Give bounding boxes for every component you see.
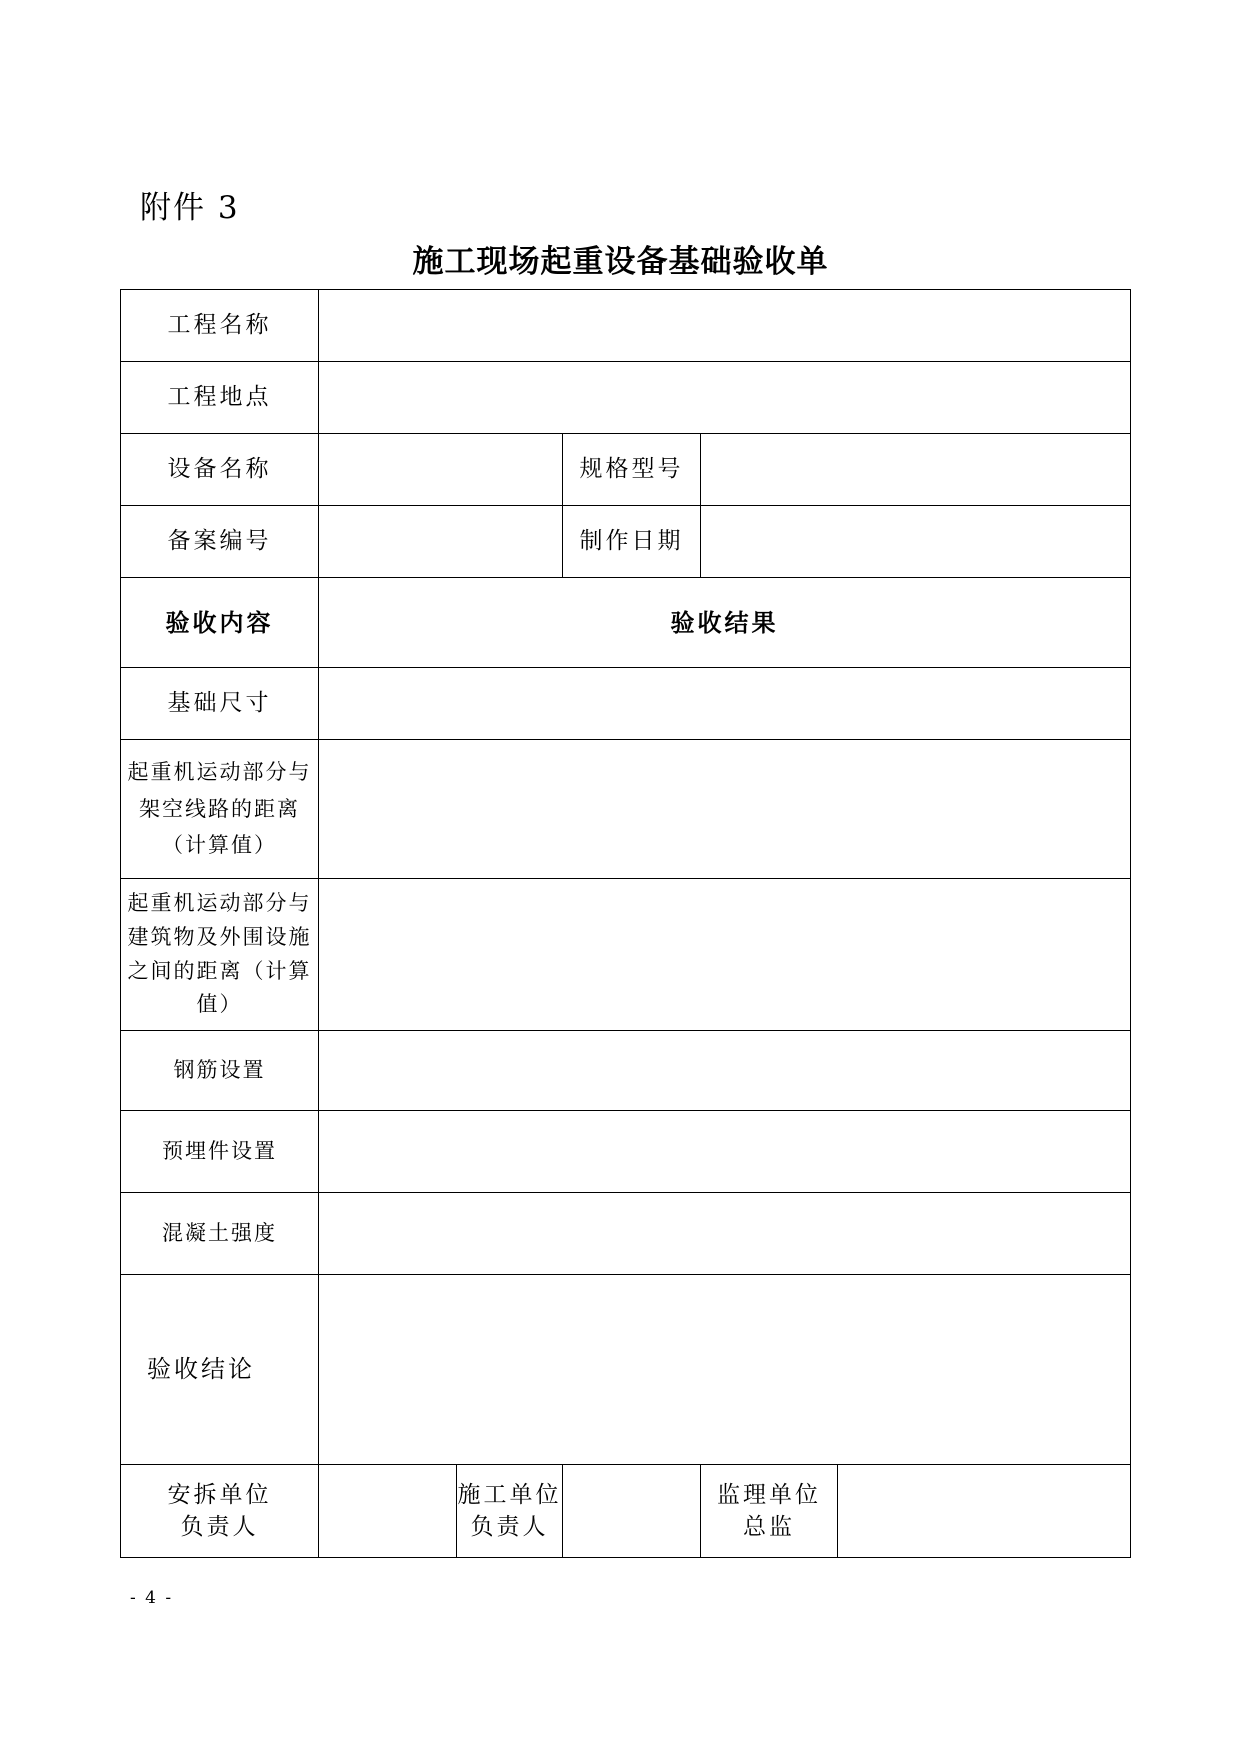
row-overhead-line-distance: [121, 740, 1131, 879]
contractor-line-1: 施工单位: [457, 1481, 562, 1508]
foundation-size-field[interactable]: [319, 668, 1131, 740]
supervisor-line-2: 总监: [743, 1514, 795, 1540]
row-header: [121, 578, 1131, 668]
row-building-distance: [121, 879, 1131, 1031]
overhead-line-distance-label: [121, 740, 319, 879]
supervisor-label: [701, 1465, 838, 1558]
equipment-name-label: 设备名称: [121, 434, 319, 506]
rebar-field[interactable]: [319, 1031, 1131, 1111]
building-distance-field[interactable]: [319, 879, 1131, 1031]
concrete-strength-label: 混凝土强度: [121, 1193, 319, 1275]
row-conclusion: [121, 1275, 1131, 1465]
building-distance-line-4: 值）: [196, 992, 243, 1017]
conclusion-label: 验收结论: [147, 1354, 255, 1383]
header-result: 验收结果: [319, 578, 1131, 668]
foundation-size-label: 基础尺寸: [121, 668, 319, 740]
row-embedded-parts: [121, 1111, 1131, 1193]
record-number-field[interactable]: [319, 506, 563, 578]
building-distance-line-3: 之间的距离（计算: [127, 958, 312, 983]
overhead-line-line-2: 架空线路的距离: [139, 796, 300, 821]
contractor-label: [457, 1465, 563, 1558]
conclusion-label-cell: [121, 1275, 319, 1465]
contractor-signature-field[interactable]: [563, 1465, 701, 1558]
installer-line-2: 负责人: [180, 1514, 259, 1540]
manufacture-date-field[interactable]: [701, 506, 1131, 578]
embedded-parts-label: 预埋件设置: [121, 1111, 319, 1193]
row-project-name: [121, 290, 1131, 362]
building-distance-line-2: 建筑物及外围设施: [127, 924, 312, 949]
page-number: - 4 -: [130, 1588, 174, 1608]
overhead-line-line-1: 起重机运动部分与: [127, 759, 312, 784]
installer-line-1: 安拆单位: [167, 1481, 272, 1508]
conclusion-field[interactable]: [319, 1275, 1131, 1465]
project-location-field[interactable]: [319, 362, 1131, 434]
building-distance-line-1: 起重机运动部分与: [127, 891, 312, 916]
concrete-strength-field[interactable]: [319, 1193, 1131, 1275]
project-name-field[interactable]: [319, 290, 1131, 362]
acceptance-form-table: [120, 289, 1131, 1558]
row-signatures: [121, 1465, 1131, 1558]
manufacture-date-label: 制作日期: [563, 506, 701, 578]
equipment-name-field[interactable]: [319, 434, 563, 506]
supervisor-signature-field[interactable]: [838, 1465, 1131, 1558]
header-content: 验收内容: [121, 578, 319, 668]
spec-model-label: 规格型号: [563, 434, 701, 506]
row-project-location: [121, 362, 1131, 434]
row-rebar: [121, 1031, 1131, 1111]
record-number-label: 备案编号: [121, 506, 319, 578]
installer-signature-field[interactable]: [319, 1465, 457, 1558]
building-distance-label: [121, 879, 319, 1031]
attachment-label: 附件 3: [140, 190, 240, 226]
embedded-parts-field[interactable]: [319, 1111, 1131, 1193]
overhead-line-distance-field[interactable]: [319, 740, 1131, 879]
installer-label: [121, 1465, 319, 1558]
document-title: 施工现场起重设备基础验收单: [412, 244, 829, 280]
row-equipment: [121, 434, 1131, 506]
row-record: [121, 506, 1131, 578]
rebar-label: 钢筋设置: [121, 1031, 319, 1111]
contractor-line-2: 负责人: [470, 1514, 549, 1540]
row-concrete-strength: [121, 1193, 1131, 1275]
supervisor-line-1: 监理单位: [717, 1481, 821, 1508]
overhead-line-line-3: （计算值）: [162, 833, 277, 858]
project-name-label: 工程名称: [121, 290, 319, 362]
row-foundation-size: [121, 668, 1131, 740]
project-location-label: 工程地点: [121, 362, 319, 434]
spec-model-field[interactable]: [701, 434, 1131, 506]
